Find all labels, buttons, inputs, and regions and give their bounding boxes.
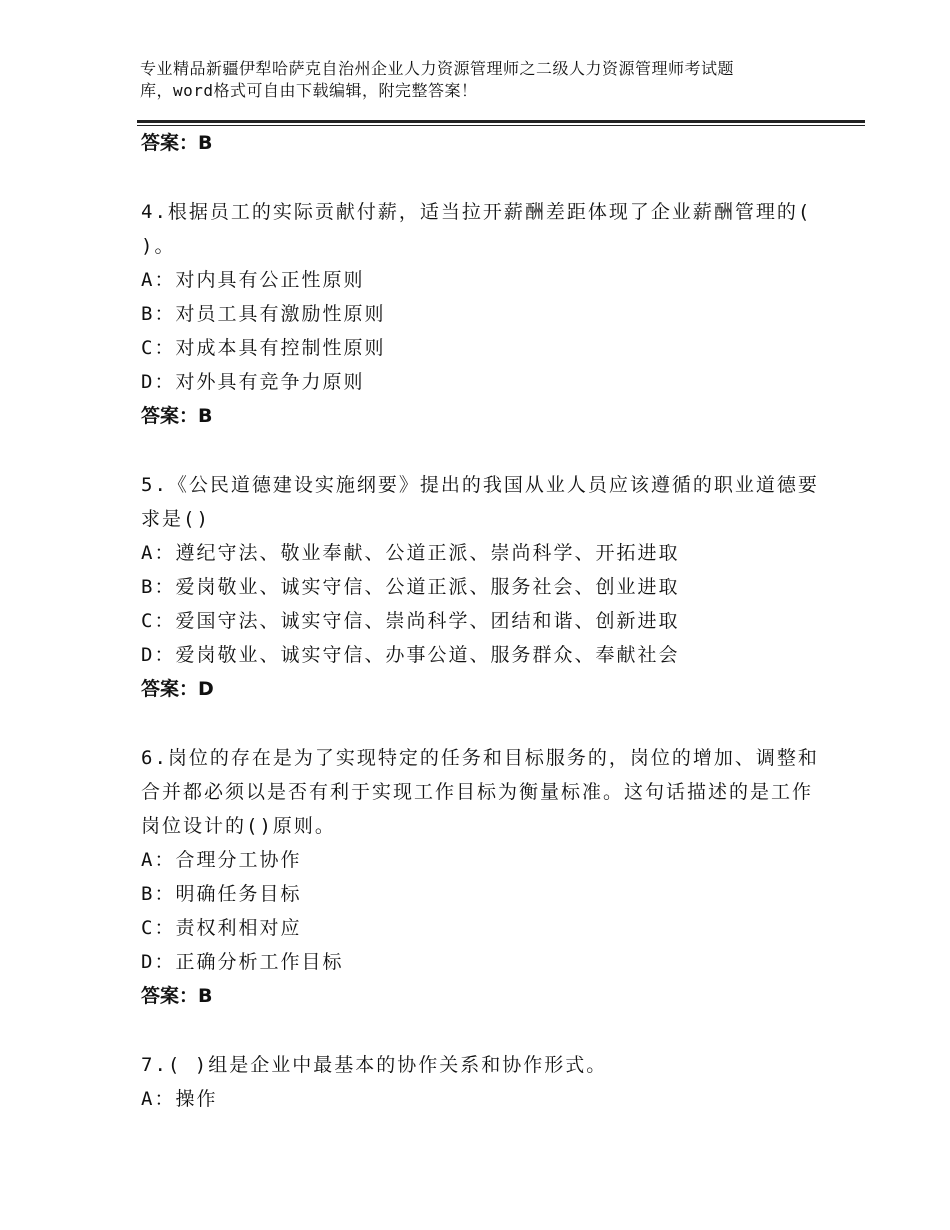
question-stem: 7.( )组是企业中最基本的协作关系和协作形式。 <box>141 1054 608 1076</box>
option-d: D：对外具有竞争力原则 <box>141 371 365 393</box>
option-c: C：责权利相对应 <box>141 917 302 939</box>
option-a: A：遵纪守法、敬业奉献、公道正派、崇尚科学、开拓进取 <box>141 542 680 564</box>
option-b: B：对员工具有激励性原则 <box>141 303 386 325</box>
answer-label: 答案：B <box>141 405 213 427</box>
option-a: A：对内具有公正性原则 <box>141 269 365 291</box>
header-line-2: 库，word格式可自由下载编辑，附完整答案！ <box>140 81 478 100</box>
header-rule-thick <box>137 120 865 123</box>
header-line-1: 专业精品新疆伊犁哈萨克自治州企业人力资源管理师之二级人力资源管理师考试题 <box>140 59 735 78</box>
question-4 <box>141 195 831 433</box>
question-6 <box>141 741 831 1013</box>
answer-label: 答案：B <box>141 132 213 154</box>
option-c: C：对成本具有控制性原则 <box>141 337 386 359</box>
question-list <box>141 126 831 1116</box>
option-c: C：爱国守法、诚实守信、崇尚科学、团结和谐、创新进取 <box>141 610 680 632</box>
option-a: A：操作 <box>141 1088 218 1110</box>
option-d: D：正确分析工作目标 <box>141 951 344 973</box>
answer-label: 答案：B <box>141 985 213 1007</box>
question-5 <box>141 468 831 706</box>
option-d: D：爱岗敬业、诚实守信、办事公道、服务群众、奉献社会 <box>141 644 680 666</box>
question-stem: 5.《公民道德建设实施纲要》提出的我国从业人员应该遵循的职业道德要求是() <box>141 474 819 530</box>
option-b: B：明确任务目标 <box>141 883 302 905</box>
question-stem: 6.岗位的存在是为了实现特定的任务和目标服务的，岗位的增加、调整和合并都必须以是否有利于实现工作目标为衡量标准。这句话描述的是工作岗位设计的()原则。 <box>141 747 819 837</box>
option-a: A：合理分工协作 <box>141 849 302 871</box>
question-stem: 4.根据员工的实际贡献付薪，适当拉开薪酬差距体现了企业薪酬管理的( )。 <box>141 201 812 257</box>
answer-label: 答案：D <box>141 678 214 700</box>
question-7 <box>141 1048 831 1116</box>
page-header <box>140 58 840 102</box>
option-b: B：爱岗敬业、诚实守信、公道正派、服务社会、创业进取 <box>141 576 680 598</box>
